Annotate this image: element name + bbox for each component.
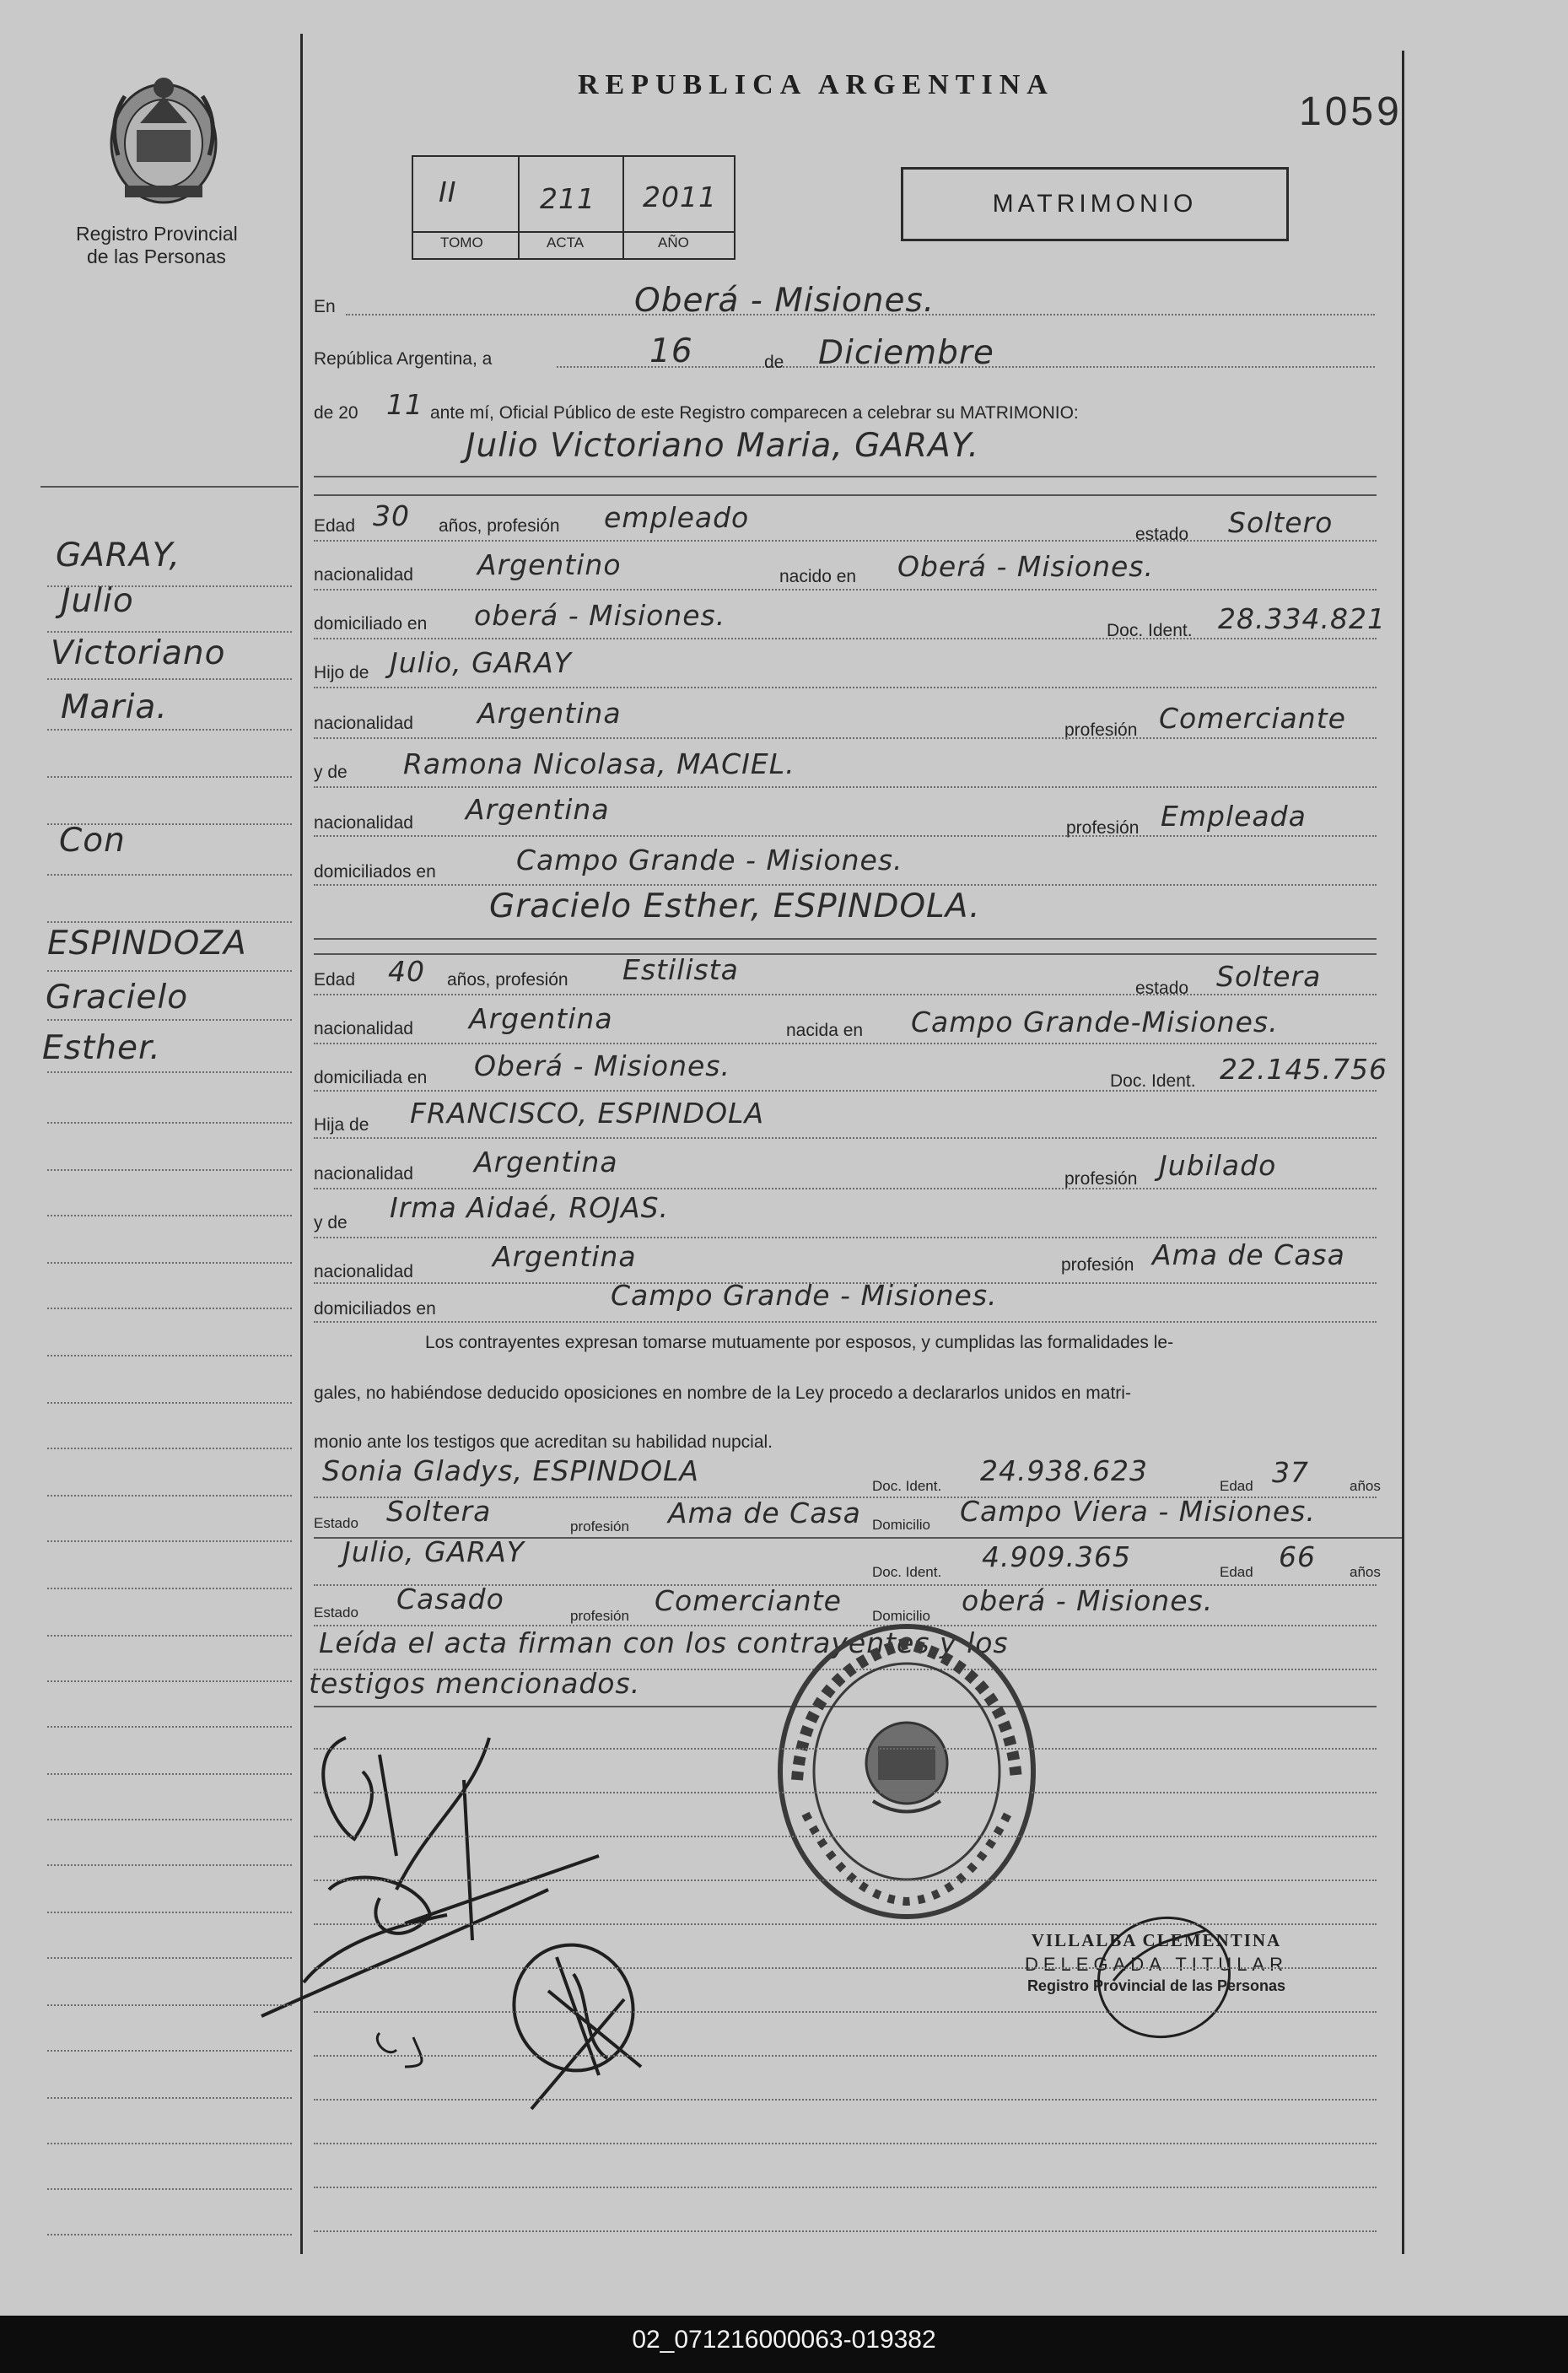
closing-line2: testigos mencionados. — [309, 1667, 641, 1700]
bride-nationality: Argentina — [469, 1002, 613, 1035]
declaration-line1: Los contrayentes expresan tomarse mutuamente por esposos, y cumplidas las formalidades le- — [425, 1333, 1174, 1352]
margin-bride-line2: Gracielo — [46, 979, 189, 1017]
month-value: Diciembre — [818, 334, 994, 372]
bride-hija-label: Hija de — [314, 1115, 369, 1135]
margin-bride-line1: ESPINDOZA — [47, 925, 247, 963]
groom-father: Julio, GARAY — [390, 646, 572, 679]
bride-address: Oberá - Misiones. — [474, 1049, 730, 1082]
groom-edad-label: Edad — [314, 516, 356, 536]
bride-father-profession: Jubilado — [1159, 1149, 1277, 1182]
ano-label: AÑO — [658, 235, 689, 251]
groom-birthplace: Oberá - Misiones. — [897, 550, 1154, 583]
groom-profession: empleado — [604, 501, 750, 534]
bride-doc: 22.145.756 — [1220, 1053, 1387, 1086]
groom-father-nationality: Argentina — [477, 697, 622, 730]
bride-mother-prof-label: profesión — [1061, 1255, 1134, 1275]
de-label: de — [764, 353, 784, 372]
margin-groom-line2: Julio — [61, 582, 134, 620]
bride-edad-label: Edad — [314, 970, 356, 990]
acta-value: 211 — [540, 182, 595, 215]
page-number: 1059 — [1299, 89, 1403, 134]
witness1-profesion-label: profesión — [570, 1518, 629, 1534]
bride-mother-profession: Ama de Casa — [1152, 1238, 1345, 1271]
witness2-doc-label: Doc. Ident. — [872, 1564, 942, 1580]
groom-full-name: Julio Victoriano Maria, GARAY. — [466, 427, 979, 465]
witness2-doc: 4.909.365 — [982, 1540, 1131, 1573]
bride-doc-label: Doc. Ident. — [1110, 1071, 1196, 1091]
provincial-coat-of-arms-logo — [100, 71, 228, 206]
en-label: En — [314, 297, 336, 316]
groom-hijo-label: Hijo de — [314, 663, 369, 682]
witness2-estado-label: Estado — [314, 1604, 358, 1621]
bride-nacida-label: nacida en — [786, 1021, 864, 1040]
groom-nacionalidad-label: nacionalidad — [314, 565, 413, 585]
bride-mother-nat-label: nacionalidad — [314, 1262, 413, 1281]
groom-mother: Ramona Nicolasa, MACIEL. — [403, 747, 795, 780]
signatures — [253, 1721, 725, 2134]
witness1-address: Campo Viera - Misiones. — [960, 1495, 1316, 1528]
witness2-name: Julio, GARAY — [342, 1535, 525, 1568]
witness1-anos-label: años — [1350, 1478, 1381, 1494]
witness2-civil-status: Casado — [396, 1583, 504, 1615]
margin-groom-line4: Maria. — [61, 688, 168, 726]
groom-father-nat-label: nacionalidad — [314, 714, 413, 733]
tomo-label: TOMO — [440, 235, 483, 251]
year-suffix-value: 11 — [386, 388, 423, 421]
witness2-address: oberá - Misiones. — [962, 1584, 1214, 1617]
year-prefix-label: de 20 — [314, 403, 358, 423]
groom-age: 30 — [373, 499, 410, 532]
groom-parents-address: Campo Grande - Misiones. — [516, 844, 903, 876]
bride-parents-address: Campo Grande - Misiones. — [611, 1279, 998, 1312]
bride-yde-label: y de — [314, 1213, 348, 1232]
appearance-statement: ante mí, Oficial Público de este Registro comparecen a celebrar su MATRIMONIO: — [430, 403, 1079, 423]
bride-parents-dom-label: domiciliados en — [314, 1299, 436, 1319]
registry-name-line2: de las Personas — [87, 245, 226, 267]
closing-line1: Leída el acta firman con los contrayentes y los — [319, 1626, 1009, 1659]
delegate-signature — [1080, 1905, 1248, 2048]
witness2-age: 66 — [1279, 1540, 1316, 1573]
bride-father: FRANCISCO, ESPINDOLA — [410, 1097, 765, 1130]
registry-name-line1: Registro Provincial — [76, 223, 238, 245]
bride-domiciliada-label: domiciliada en — [314, 1068, 428, 1087]
groom-doc: 28.334.821 — [1218, 602, 1386, 635]
witness1-edad-label: Edad — [1220, 1478, 1253, 1494]
groom-nationality: Argentino — [477, 548, 622, 581]
delegate-role: DELEGADA TITULAR — [1025, 1954, 1288, 1975]
groom-mother-nationality: Argentina — [466, 793, 610, 826]
groom-anos-profesion-label: años, profesión — [439, 516, 560, 536]
groom-address: oberá - Misiones. — [474, 599, 726, 632]
groom-mother-nat-label: nacionalidad — [314, 813, 413, 833]
witness1-doc-label: Doc. Ident. — [872, 1478, 942, 1494]
groom-nacido-label: nacido en — [779, 567, 857, 586]
groom-domiciliado-label: domiciliado en — [314, 614, 428, 634]
bride-nacionalidad-label: nacionalidad — [314, 1019, 413, 1038]
witness2-anos-label: años — [1350, 1564, 1381, 1580]
groom-father-profession: Comerciante — [1159, 702, 1346, 735]
bride-anos-profesion-label: años, profesión — [447, 970, 568, 990]
official-seal — [772, 1620, 1042, 1923]
bride-civil-status: Soltera — [1216, 960, 1322, 993]
file-identifier: 02_071216000063-019382 — [632, 2326, 936, 2354]
acta-label: ACTA — [547, 235, 585, 251]
groom-parents-dom-label: domiciliados en — [314, 862, 436, 882]
right-frame-line — [1402, 51, 1404, 2254]
bride-profession: Estilista — [622, 953, 739, 986]
groom-mother-profession: Empleada — [1161, 800, 1307, 833]
ano-value: 2011 — [643, 181, 717, 213]
bride-birthplace: Campo Grande-Misiones. — [911, 1006, 1279, 1038]
witness1-civil-status: Soltera — [386, 1495, 492, 1528]
bride-estado-label: estado — [1135, 979, 1189, 998]
day-value: 16 — [649, 332, 693, 370]
witness1-estado-label: Estado — [314, 1515, 358, 1531]
place-value: Oberá - Misiones. — [634, 282, 935, 320]
witness1-profession: Ama de Casa — [668, 1497, 861, 1529]
margin-connector: Con — [59, 822, 126, 860]
bride-father-prof-label: profesión — [1064, 1169, 1138, 1189]
tomo-value: II — [439, 175, 457, 208]
groom-yde-label: y de — [314, 763, 348, 782]
margin-bride-line3: Esther. — [42, 1029, 161, 1067]
bride-mother-nationality: Argentina — [493, 1240, 637, 1273]
bride-father-nat-label: nacionalidad — [314, 1164, 413, 1184]
groom-doc-label: Doc. Ident. — [1107, 621, 1193, 640]
witness2-edad-label: Edad — [1220, 1564, 1253, 1580]
groom-father-prof-label: profesión — [1064, 720, 1138, 740]
witness2-domicilio-label: Domicilio — [872, 1608, 930, 1624]
margin-groom-line3: Victoriano — [51, 634, 226, 672]
witness2-profesion-label: profesión — [570, 1608, 629, 1624]
declaration-line3: monio ante los testigos que acreditan su habilidad nupcial. — [314, 1432, 773, 1452]
bride-father-nationality: Argentina — [474, 1146, 618, 1178]
bride-age: 40 — [388, 955, 425, 988]
document-title: REPUBLICA ARGENTINA — [578, 69, 1054, 100]
bride-full-name: Gracielo Esther, ESPINDOLA. — [489, 887, 981, 925]
margin-groom-line1: GARAY, — [56, 537, 181, 574]
act-type-box: MATRIMONIO — [901, 167, 1289, 241]
witness1-doc: 24.938.623 — [980, 1454, 1148, 1487]
witness2-profession: Comerciante — [655, 1584, 842, 1617]
groom-estado-label: estado — [1135, 525, 1189, 544]
witness1-age: 37 — [1272, 1456, 1309, 1489]
groom-civil-status: Soltero — [1228, 506, 1334, 539]
delegate-name: VILLALBA CLEMENTINA — [1031, 1930, 1282, 1950]
delegate-office: Registro Provincial de las Personas — [1026, 1977, 1286, 1994]
declaration-line2: gales, no habiéndose deducido oposiciones en nombre de la Ley procedo a declararlos unidos en matri- — [314, 1383, 1131, 1403]
republica-label: República Argentina, a — [314, 349, 493, 369]
groom-mother-prof-label: profesión — [1066, 818, 1140, 838]
witness1-domicilio-label: Domicilio — [872, 1517, 930, 1533]
witness1-name: Sonia Gladys, ESPINDOLA — [322, 1454, 700, 1487]
act-reference-box — [412, 155, 736, 260]
bride-mother: Irma Aidaé, ROJAS. — [390, 1191, 670, 1224]
